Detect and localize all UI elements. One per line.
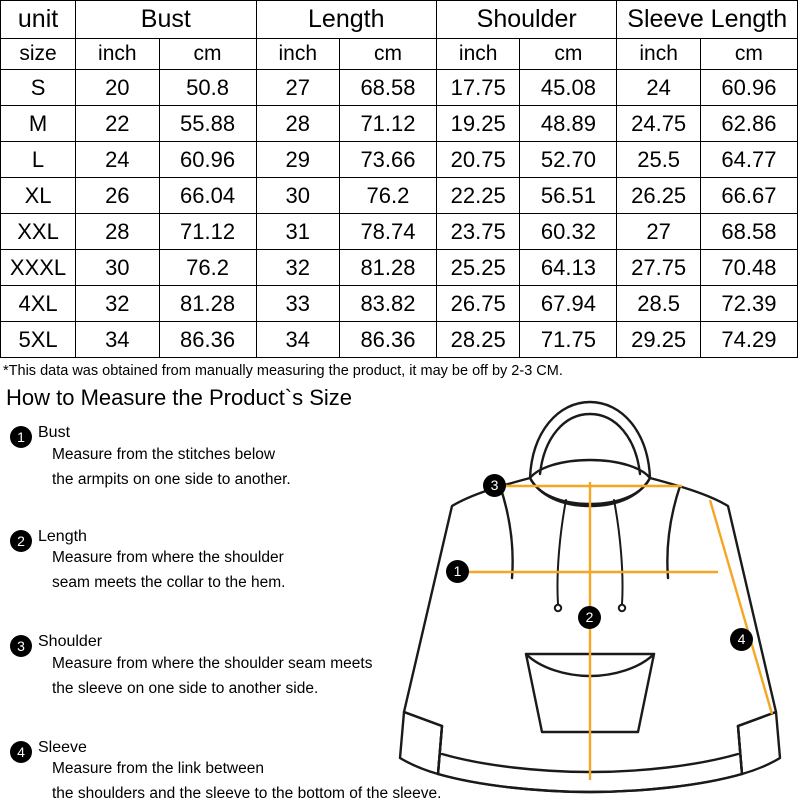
cell-shoulder-inch: 22.25 (436, 178, 519, 214)
header-unit: unit (1, 1, 76, 39)
cell-bust-cm: 71.12 (159, 214, 256, 250)
cell-shoulder-cm: 48.89 (520, 106, 617, 142)
header-group-bust: Bust (76, 1, 256, 39)
step-number-3: 3 (10, 635, 32, 657)
table-header-group-row (1, 1, 798, 39)
cell-bust-inch: 20 (76, 70, 159, 106)
step-desc-shoulder-line2: the sleeve on one side to another side. (52, 679, 319, 697)
cell-bust-cm: 81.28 (159, 286, 256, 322)
row-size: XXL (1, 214, 76, 250)
cell-length-cm: 68.58 (339, 70, 436, 106)
cell-shoulder-cm: 71.75 (520, 322, 617, 358)
cell-length-cm: 73.66 (339, 142, 436, 178)
row-size: XL (1, 178, 76, 214)
step-term-length: Length (38, 527, 87, 545)
cell-bust-cm: 60.96 (159, 142, 256, 178)
cell-bust-inch: 26 (76, 178, 159, 214)
step-number-4: 4 (10, 741, 32, 763)
cell-length-inch: 34 (256, 322, 339, 358)
length-marker: 2 (578, 606, 601, 629)
table-row (1, 286, 798, 322)
cell-length-cm: 81.28 (339, 250, 436, 286)
header-sleeve-inch: inch (617, 39, 700, 70)
cell-length-inch: 30 (256, 178, 339, 214)
cell-shoulder-inch: 25.25 (436, 250, 519, 286)
cell-bust-cm: 76.2 (159, 250, 256, 286)
cell-length-cm: 83.82 (339, 286, 436, 322)
cell-bust-inch: 28 (76, 214, 159, 250)
header-group-length: Length (256, 1, 436, 39)
cell-sleeve-cm: 68.58 (700, 214, 797, 250)
cell-bust-inch: 30 (76, 250, 159, 286)
cell-bust-inch: 24 (76, 142, 159, 178)
step-desc-sleeve-line1: Measure from the link between (52, 760, 264, 778)
step-desc-sleeve-line2: the shoulders and the sleeve to the bottom of the sleeve. (52, 785, 442, 800)
table-row (1, 322, 798, 358)
table-row (1, 142, 798, 178)
table-row (1, 106, 798, 142)
step-term-shoulder: Shoulder (38, 633, 103, 651)
table-header-sub-row (1, 39, 798, 70)
cell-sleeve-cm: 70.48 (700, 250, 797, 286)
cell-shoulder-inch: 23.75 (436, 214, 519, 250)
cell-shoulder-cm: 56.51 (520, 178, 617, 214)
cell-shoulder-cm: 67.94 (520, 286, 617, 322)
bust-marker: 1 (446, 560, 469, 583)
row-size: M (1, 106, 76, 142)
header-shoulder-cm: cm (520, 39, 617, 70)
cell-sleeve-inch: 24 (617, 70, 700, 106)
row-size: L (1, 142, 76, 178)
table-row (1, 70, 798, 106)
step-number-2: 2 (10, 530, 32, 552)
cell-bust-cm: 50.8 (159, 70, 256, 106)
table-row (1, 250, 798, 286)
step-number-1: 1 (10, 426, 32, 448)
hoodie-svg (380, 382, 800, 800)
header-bust-inch: inch (76, 39, 159, 70)
cell-sleeve-inch: 24.75 (617, 106, 700, 142)
cell-bust-inch: 32 (76, 286, 159, 322)
step-desc-shoulder-line1: Measure from where the shoulder seam meets (52, 654, 373, 672)
row-size: 5XL (1, 322, 76, 358)
row-size: XXXL (1, 250, 76, 286)
header-length-inch: inch (256, 39, 339, 70)
shoulder-marker: 3 (483, 474, 506, 497)
cell-sleeve-cm: 62.86 (700, 106, 797, 142)
sleeve-marker: 4 (730, 628, 753, 651)
cell-length-inch: 32 (256, 250, 339, 286)
header-shoulder-inch: inch (436, 39, 519, 70)
cell-sleeve-inch: 27.75 (617, 250, 700, 286)
measurement-note: *This data was obtained from manually measuring the product, it may be off by 2-3 CM. (3, 363, 563, 379)
step-desc-length-line1: Measure from where the shoulder (52, 549, 284, 567)
cell-length-cm: 76.2 (339, 178, 436, 214)
cell-bust-inch: 34 (76, 322, 159, 358)
cell-bust-cm: 55.88 (159, 106, 256, 142)
header-sleeve-cm: cm (700, 39, 797, 70)
cell-shoulder-cm: 52.70 (520, 142, 617, 178)
cell-length-cm: 71.12 (339, 106, 436, 142)
cell-shoulder-inch: 20.75 (436, 142, 519, 178)
cell-length-inch: 31 (256, 214, 339, 250)
cell-bust-inch: 22 (76, 106, 159, 142)
step-desc-bust-line2: the armpits on one side to another. (52, 470, 291, 488)
cell-length-inch: 33 (256, 286, 339, 322)
row-size: S (1, 70, 76, 106)
cell-sleeve-inch: 25.5 (617, 142, 700, 178)
cell-shoulder-cm: 64.13 (520, 250, 617, 286)
cell-length-cm: 78.74 (339, 214, 436, 250)
cell-length-inch: 28 (256, 106, 339, 142)
cell-sleeve-inch: 26.25 (617, 178, 700, 214)
header-length-cm: cm (339, 39, 436, 70)
cell-length-inch: 29 (256, 142, 339, 178)
cell-bust-cm: 86.36 (159, 322, 256, 358)
table-row (1, 178, 798, 214)
step-term-bust: Bust (38, 424, 71, 441)
step-term-sleeve: Sleeve (38, 738, 87, 756)
cell-sleeve-cm: 64.77 (700, 142, 797, 178)
header-size: size (1, 39, 76, 70)
cell-length-inch: 27 (256, 70, 339, 106)
header-group-shoulder: Shoulder (436, 1, 616, 39)
cell-shoulder-inch: 26.75 (436, 286, 519, 322)
cell-shoulder-cm: 45.08 (520, 70, 617, 106)
cell-sleeve-cm: 66.67 (700, 178, 797, 214)
cell-length-cm: 86.36 (339, 322, 436, 358)
howto-title: How to Measure the Product`s Size (6, 385, 353, 411)
step-desc-length-line2: seam meets the collar to the hem. (52, 574, 286, 592)
cell-sleeve-cm: 74.29 (700, 322, 797, 358)
cell-shoulder-cm: 60.32 (520, 214, 617, 250)
header-bust-cm: cm (159, 39, 256, 70)
size-table (0, 0, 798, 358)
cell-sleeve-inch: 29.25 (617, 322, 700, 358)
cell-sleeve-inch: 28.5 (617, 286, 700, 322)
cell-sleeve-cm: 60.96 (700, 70, 797, 106)
row-size: 4XL (1, 286, 76, 322)
cell-sleeve-cm: 72.39 (700, 286, 797, 322)
cell-shoulder-inch: 28.25 (436, 322, 519, 358)
header-group-sleeve-length: Sleeve Length (617, 1, 798, 39)
cell-shoulder-inch: 19.25 (436, 106, 519, 142)
cell-sleeve-inch: 27 (617, 214, 700, 250)
hoodie-illustration (380, 382, 800, 800)
cell-shoulder-inch: 17.75 (436, 70, 519, 106)
step-desc-bust-line1: Measure from the stitches below (52, 445, 276, 463)
table-row (1, 214, 798, 250)
cell-bust-cm: 66.04 (159, 178, 256, 214)
